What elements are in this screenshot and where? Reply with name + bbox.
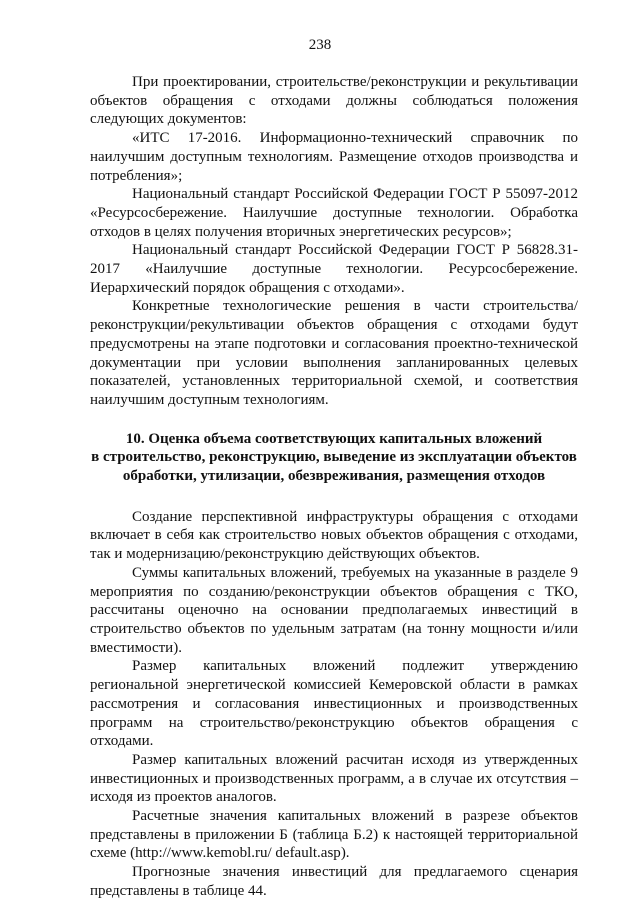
paragraph-gost-56828: Национальный стандарт Российской Федерации ГОСТ Р 56828.31-2017 «Наилучшие доступные технологии. Ресурсосбережение. Иерархический порядок обращения с отходами». [90, 242, 578, 296]
paragraph-infrastructure: Создание перспективной инфраструктуры обращения с отходами включает в себя как строительство новых объектов обращения с отходами, так и модернизацию/реконструкцию действующих объектов. [90, 508, 578, 563]
section-heading-line: 10. Оценка объема соответствующих капитальных вложений [125, 430, 543, 447]
paragraph-intro: При проектировании, строительстве/реконструкции и рекультивации объектов обращения с отходами должны соблюдаться положения следующих документов: [90, 74, 578, 128]
paragraph-capital-sums: Суммы капитальных вложений, требуемых на указанные в разделе 9 мероприятия по созданию/реконструкции объектов обращения с ТКО, рассчитаны оценочно на основании предполагаемых инвестиций в строительство объектов по удельным затратам (на тонну мощности и/или вместимости). [90, 564, 578, 656]
paragraph-forecast: Прогнозные значения инвестиций для предлагаемого сценария представлены в таблице 44. [90, 864, 578, 899]
paragraph-approval: Размер капитальных вложений подлежит утверждению региональной энергетической комиссией Кемеровской области в рамках рассмотрения и согласования инвестиционных и производственных программ на строительство/реконструкцию объектов обращения с отходами. [90, 658, 578, 750]
appendix-text-after: ). [340, 845, 350, 862]
paragraph-appendix-reference [90, 807, 578, 863]
paragraph-gost-55097: Национальный стандарт Российской Федерации ГОСТ Р 55097-2012 «Ресурсосбережение. Наилучшие доступные технологии. Обработка отходов в целях получения вторичных энергетических ресурсов»; [90, 186, 578, 240]
paragraph-its-17-2016: «ИТС 17-2016. Информационно-технический справочник по наилучшим доступным технологиям. Размещение отходов производства и потребления»; [90, 130, 578, 184]
section-heading [90, 430, 578, 486]
paragraph-technical-solutions: Конкретные технологические решения в части строительства/реконструкции/рекультивации объектов обращения с отходами будут предусмотрены на этапе подготовки и согласования проектно-технической документации при условии выполнения запланированных целевых показателей, установленных территориальной схемой, и соответствия наилучшим доступным технологиям. [90, 298, 578, 408]
page-number: 238 [308, 37, 332, 53]
section-heading-line: обработки, утилизации, обезвреживания, размещения отходов [122, 468, 546, 485]
body-text [90, 73, 578, 901]
paragraph-calculation-basis: Размер капитальных вложений расчитан исходя из утвержденных инвестиционных и производственных программ, а в случае их отсутствия – исходя из проектов аналогов. [90, 751, 578, 806]
section-heading-line: в строительство, реконструкцию, выведение из эксплуатации объектов [91, 449, 577, 466]
appendix-text-before: Расчетные значения капитальных вложений в разрезе объектов представлены в приложении Б (таблица Б.2) к настоящей территориальной схеме ( [90, 808, 578, 862]
kemobl-link[interactable]: http://www.kemobl.ru/ default.asp [135, 845, 341, 862]
